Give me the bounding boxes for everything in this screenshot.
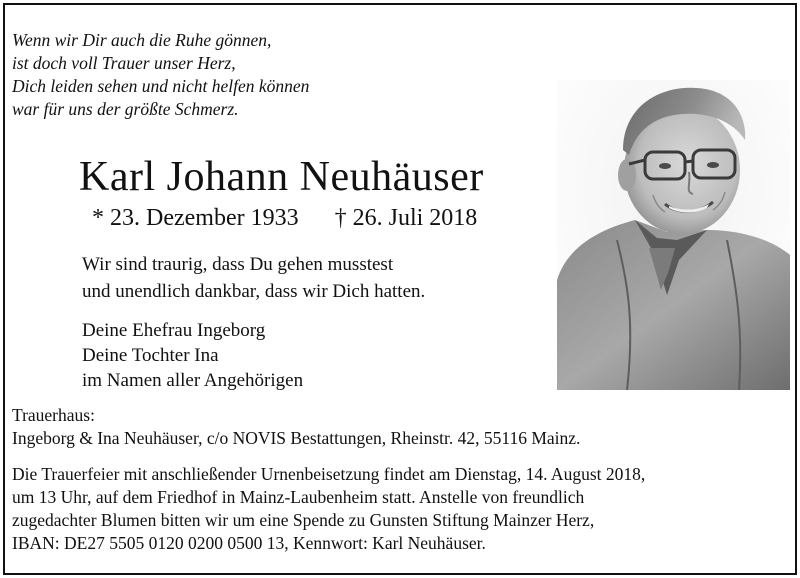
deceased-name: Karl Johann Neuhäuser	[79, 154, 484, 200]
family-line: Deine Ehefrau Ingeborg	[82, 320, 266, 341]
trauerhaus-address: Ingeborg & Ina Neuhäuser, c/o NOVIS Bestattungen, Rheinstr. 42, 55116 Mainz.	[12, 428, 581, 448]
ceremony-line: zugedachter Blumen bitten wir um eine Spende zu Gunsten Stiftung Mainzer Herz,	[12, 510, 595, 530]
family-line: im Namen aller Angehörigen	[82, 370, 304, 391]
poem	[12, 29, 309, 121]
portrait-photo	[557, 80, 790, 390]
family-line: Deine Tochter Ina	[82, 345, 219, 366]
poem-line: ist doch voll Trauer unser Herz,	[12, 53, 236, 73]
birth-date: * 23. Dezember 1933	[92, 205, 299, 231]
ceremony-details	[12, 463, 645, 555]
ceremony-line: IBAN: DE27 5505 0120 0200 0500 13, Kennwort: Karl Neuhäuser.	[12, 533, 486, 553]
family-signature	[82, 318, 303, 393]
message-line: Wir sind traurig, dass Du gehen musstest	[82, 254, 394, 275]
ceremony-line: um 13 Uhr, auf dem Friedhof in Mainz-Laubenheim statt. Anstelle von freundlich	[12, 487, 585, 507]
poem-line: war für uns der größte Schmerz.	[12, 99, 239, 119]
farewell-message	[82, 251, 425, 305]
trauerhaus-section	[12, 404, 580, 450]
poem-line: Dich leiden sehen und nicht helfen können	[12, 76, 310, 96]
ceremony-line: Die Trauerfeier mit anschließender Urnenbeisetzung findet am Dienstag, 14. August 2018,	[12, 464, 646, 484]
message-line: und unendlich dankbar, dass wir Dich hatten.	[82, 281, 426, 302]
death-date: † 26. Juli 2018	[334, 205, 478, 231]
life-dates	[92, 203, 477, 233]
trauerhaus-label: Trauerhaus:	[12, 405, 95, 425]
poem-line: Wenn wir Dir auch die Ruhe gönnen,	[12, 30, 272, 50]
